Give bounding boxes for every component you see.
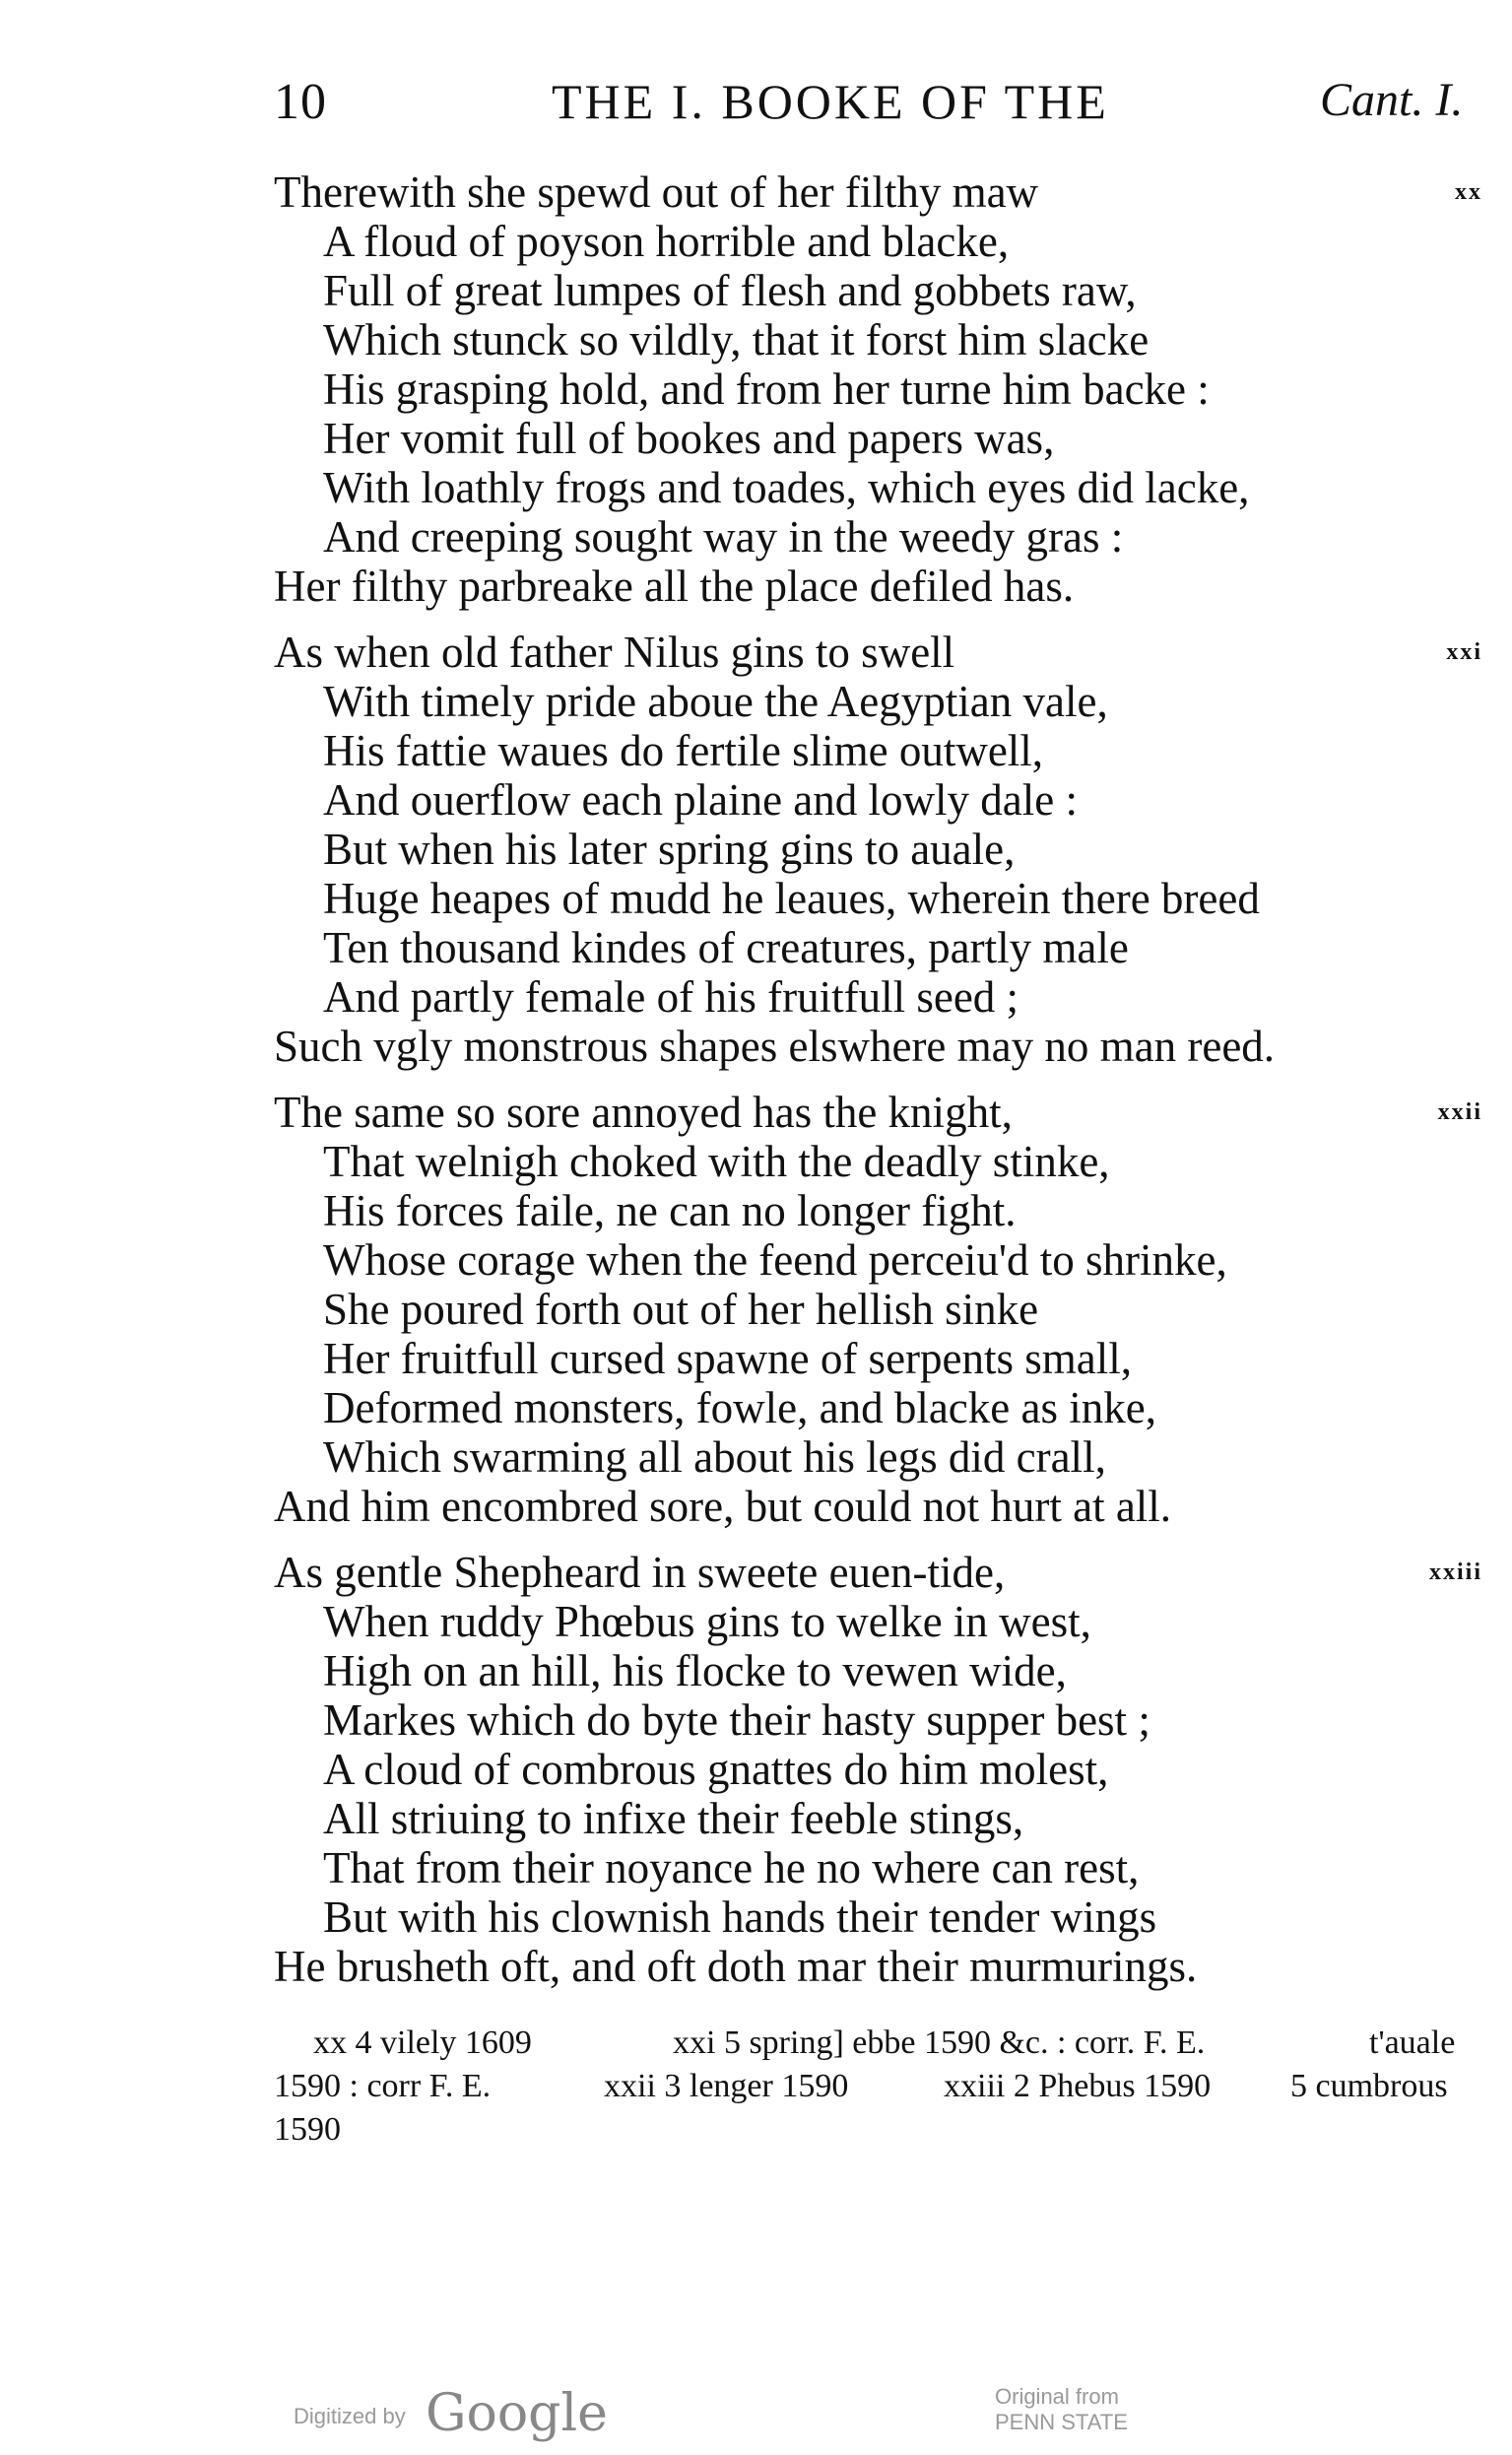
- note-item: xx 4 vilely 1609: [313, 2024, 532, 2061]
- verse-line: And him encombred sore, but could not hurt at all.: [274, 1482, 1172, 1531]
- note-item: xxii 3 lenger 1590: [604, 2068, 849, 2104]
- verse-line: Markes which do byte their hasty supper best ;: [323, 1695, 1150, 1745]
- verse-line: Therewith she spewd out of her filthy maw: [274, 167, 1039, 217]
- digitized-by-label: Digitized by: [294, 2404, 406, 2428]
- verse-line: Her fruitfull cursed spawne of serpents small,: [323, 1334, 1133, 1383]
- verse-line: With loathly frogs and toades, which eyes did lacke,: [323, 463, 1250, 512]
- google-logo: Google: [426, 2384, 608, 2443]
- verse-line: Ten thousand kindes of creatures, partly male: [323, 923, 1129, 972]
- verse-line: The same so sore annoyed has the knight,: [274, 1088, 1013, 1137]
- verse-line: Her vomit full of bookes and papers was,: [323, 414, 1055, 463]
- verse-line: Huge heapes of mudd he leaues, wherein there breed: [323, 874, 1260, 923]
- original-source: [995, 2384, 1128, 2435]
- note-item: 1590 : corr F. E.: [274, 2068, 492, 2104]
- verse-line: His forces faile, ne can no longer fight.: [323, 1186, 1017, 1235]
- page-header: [0, 73, 1512, 142]
- verse-line: Such vgly monstrous shapes elswhere may no man reed.: [274, 1022, 1276, 1071]
- verse-line: When ruddy Phœbus gins to welke in west,: [323, 1597, 1091, 1646]
- page-number: 10: [274, 74, 327, 130]
- library-name: PENN STATE: [995, 2410, 1128, 2434]
- page-footer: [0, 2374, 1512, 2443]
- note-row: [274, 2022, 1476, 2065]
- verse-line: He brusheth oft, and oft doth mar their murmurings.: [274, 1942, 1198, 1991]
- stanza-number: xx: [1455, 179, 1482, 205]
- textual-notes: [274, 2022, 1476, 2152]
- verse-line: And creeping sought way in the weedy gras :: [323, 512, 1124, 562]
- verse-line: And partly female of his fruitfull seed ;: [323, 972, 1019, 1022]
- note-item: 5 cumbrous: [1290, 2068, 1448, 2104]
- verse-line: All striuing to infixe their feeble stings,: [323, 1794, 1024, 1843]
- note-item: t'auale: [1369, 2024, 1456, 2061]
- note-row: [274, 2108, 1476, 2152]
- verse-line: She poured forth out of her hellish sinke: [323, 1285, 1039, 1334]
- verse-line: With timely pride aboue the Aegyptian vale,: [323, 677, 1108, 726]
- verse-line: That welnigh choked with the deadly stinke,: [323, 1137, 1110, 1186]
- verse-line: Whose corage when the feend perceiu'd to shrinke,: [323, 1235, 1227, 1285]
- verse-line: Deformed monsters, fowle, and blacke as inke,: [323, 1383, 1156, 1432]
- stanza-number: xxi: [1446, 639, 1482, 665]
- running-title: THE I. BOOKE OF THE: [552, 74, 1109, 129]
- note-row: [274, 2065, 1476, 2108]
- verse-line: Her filthy parbreake all the place defiled has.: [274, 562, 1075, 611]
- verse-line: His fattie waues do fertile slime outwell,: [323, 726, 1044, 775]
- verse-line: Full of great lumpes of flesh and gobbets raw,: [323, 266, 1137, 315]
- verse-line: But with his clownish hands their tender wings: [323, 1892, 1157, 1942]
- note-item: 1590: [274, 2111, 341, 2148]
- original-from-label: Original from: [995, 2384, 1119, 2409]
- verse-line: A cloud of combrous gnattes do him molest,: [323, 1745, 1109, 1794]
- note-item: xxiii 2 Phebus 1590: [944, 2068, 1212, 2104]
- verse-line: As gentle Shepheard in sweete euen-tide,: [274, 1548, 1006, 1597]
- verse-line: That from their noyance he no where can rest,: [323, 1843, 1140, 1892]
- verse-line: And ouerflow each plaine and lowly dale :: [323, 775, 1078, 825]
- verse-line: High on an hill, his flocke to vewen wide,: [323, 1646, 1067, 1695]
- canto-reference: Cant. I.: [1320, 74, 1464, 126]
- verse-line: But when his later spring gins to auale,: [323, 825, 1016, 874]
- verse-line: A floud of poyson horrible and blacke,: [323, 217, 1010, 266]
- verse-line: As when old father Nilus gins to swell: [274, 628, 955, 677]
- verse-line: Which swarming all about his legs did crall,: [323, 1432, 1106, 1482]
- stanza-number: xxiii: [1428, 1559, 1482, 1585]
- verse-line: Which stunck so vildly, that it forst him slacke: [323, 315, 1150, 365]
- verse-line: His grasping hold, and from her turne him backe :: [323, 365, 1210, 414]
- stanza-number: xxii: [1437, 1099, 1482, 1125]
- note-item: xxi 5 spring] ebbe 1590 &c. : corr. F. E.: [673, 2024, 1206, 2061]
